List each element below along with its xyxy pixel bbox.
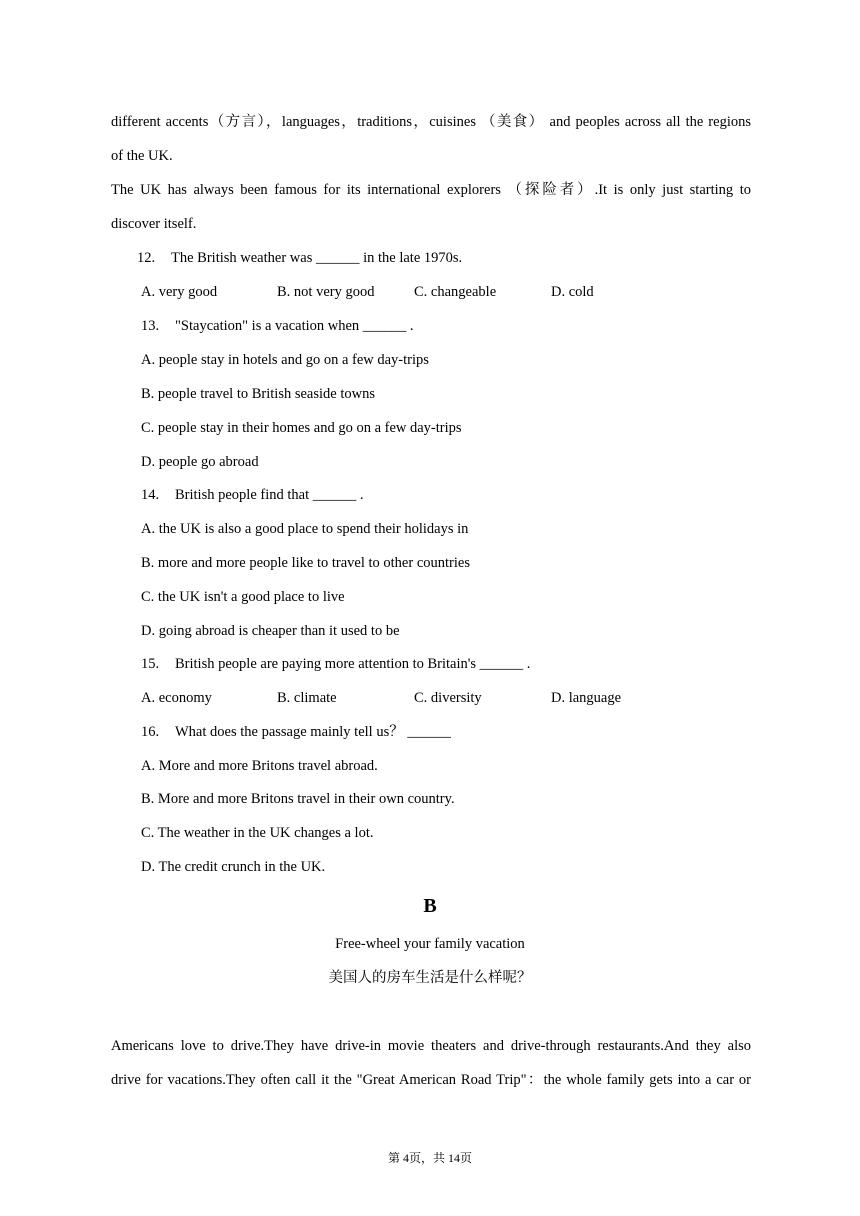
option-a: A. people stay in hotels and go on a few day-trips <box>141 352 429 368</box>
question-stem: What does the passage mainly tell us？ ______ <box>175 724 451 740</box>
option-c: C. the UK isn't a good place to live <box>141 589 345 605</box>
question-number: 12. <box>137 250 156 266</box>
question-12 <box>137 249 462 267</box>
option-d: D. language <box>551 690 622 706</box>
question-stem: "Staycation" is a vacation when ______ . <box>175 318 414 334</box>
option-d: D. cold <box>551 284 594 300</box>
option-d: D. going abroad is cheaper than it used to be <box>141 623 400 639</box>
option-b: B. More and more Britons travel in their own country. <box>141 791 455 807</box>
option-b: B. not very good <box>277 284 375 300</box>
option-b: B. climate <box>277 690 337 706</box>
question-13 <box>141 317 414 335</box>
question-number: 16. <box>141 724 160 740</box>
option-b: B. people travel to British seaside towns <box>141 386 375 402</box>
passage-line: drive for vacations.They often call it the "Great American Road Trip"：the whole family gets into a car or <box>111 1072 751 1088</box>
passage-line: different accents（方言），languages，traditions，cuisines （美食） and peoples across all the regions <box>111 114 751 130</box>
passage-subtitle: 美国人的房车生活是什么样呢？ <box>328 970 532 986</box>
option-d: D. The credit crunch in the UK. <box>141 859 326 875</box>
option-c: C. The weather in the UK changes a lot. <box>141 825 374 841</box>
question-stem: British people are paying more attention to Britain's ______ . <box>175 656 531 672</box>
passage-line: of the UK. <box>111 148 173 164</box>
option-c: C. changeable <box>414 284 497 300</box>
question-15 <box>141 655 530 673</box>
question-14 <box>141 486 363 504</box>
page-number: 第 4页，共 14页 <box>387 1151 472 1165</box>
passage-line: The UK has always been famous for its international explorers （探险者）.It is only just starting to <box>111 182 751 198</box>
passage-line: discover itself. <box>111 216 197 232</box>
option-a: A. very good <box>141 284 218 300</box>
question-number: 15. <box>141 656 160 672</box>
option-d: D. people go abroad <box>141 454 259 470</box>
question-number: 14. <box>141 487 160 503</box>
question-16 <box>141 723 451 741</box>
option-c: C. people stay in their homes and go on a few day-trips <box>141 420 462 436</box>
option-a: A. economy <box>141 690 212 706</box>
question-number: 13. <box>141 318 160 334</box>
section-heading: B <box>423 895 437 917</box>
question-stem: The British weather was ______ in the late 1970s. <box>171 250 463 266</box>
question-stem: British people find that ______ . <box>175 487 364 503</box>
option-b: B. more and more people like to travel to other countries <box>141 555 470 571</box>
option-c: C. diversity <box>414 690 482 706</box>
option-a: A. More and more Britons travel abroad. <box>141 758 378 774</box>
passage-line: Americans love to drive.They have drive-in movie theaters and drive-through restaurants.And they also <box>111 1038 751 1054</box>
option-a: A. the UK is also a good place to spend their holidays in <box>141 521 469 537</box>
passage-title: Free-wheel your family vacation <box>335 936 525 952</box>
